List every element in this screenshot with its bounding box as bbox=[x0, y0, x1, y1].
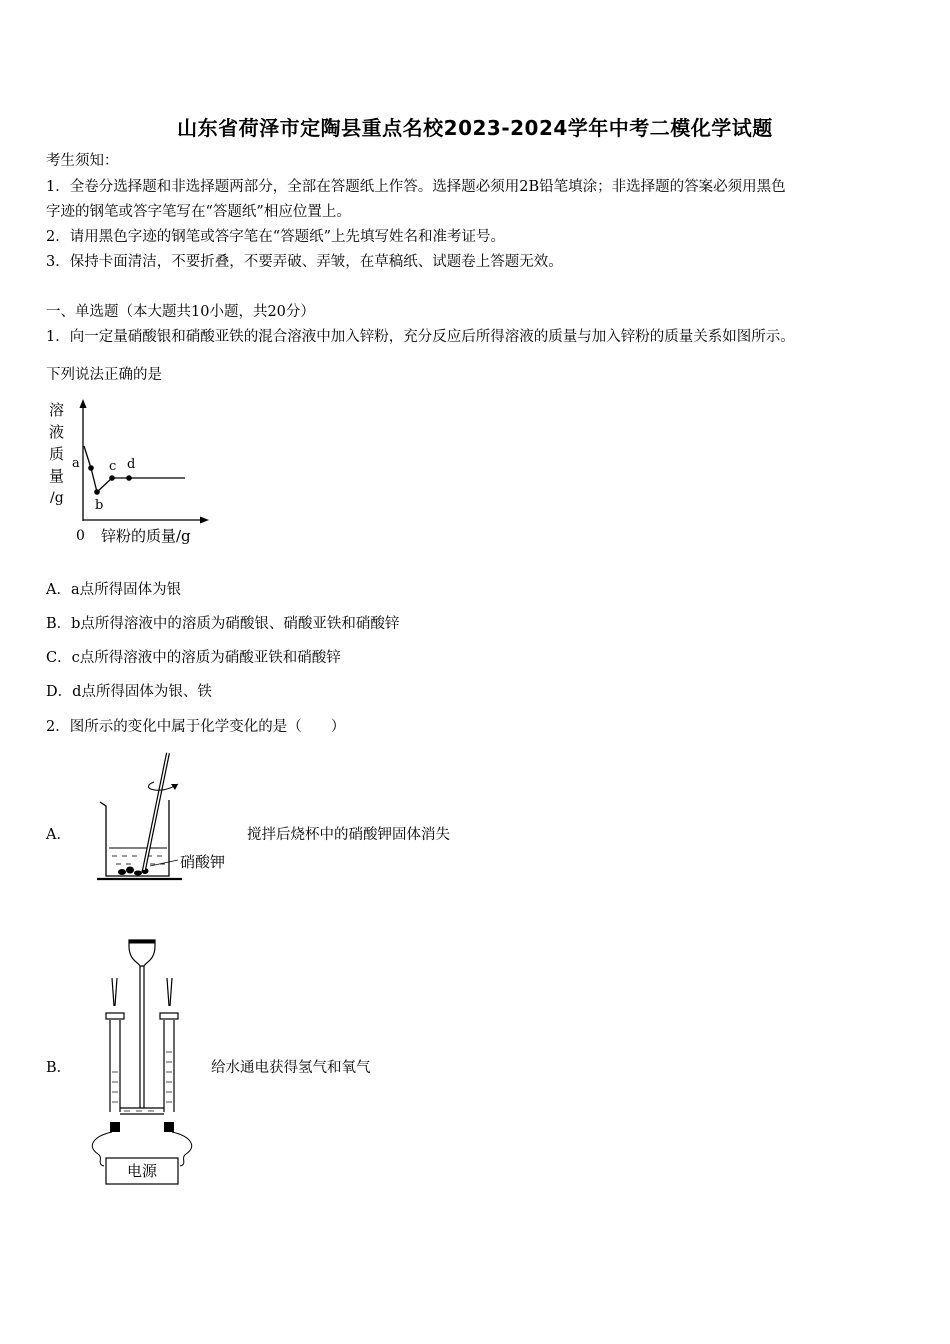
q2-option-b-label[interactable]: B． bbox=[46, 1060, 72, 1076]
notice-item-2: 2．请用黑色字迹的钢笔或答字笔在“答题纸”上先填写姓名和准考证号。 bbox=[46, 229, 506, 245]
right-stopcock bbox=[160, 1013, 178, 1019]
section-heading: 一、单选题（本大题共10小题，共20分） bbox=[46, 304, 315, 320]
point-d bbox=[126, 475, 132, 481]
q1-option-c[interactable]: C．c点所得溶液中的溶质为硝酸亚铁和硝酸锌 bbox=[46, 650, 341, 666]
x-axis-label: 锌粉的质量/g bbox=[101, 527, 191, 545]
q1-option-b[interactable]: B．b点所得溶液中的溶质为硝酸银、硝酸亚铁和硝酸锌 bbox=[46, 616, 400, 632]
right-electrode bbox=[164, 1122, 174, 1132]
point-b bbox=[94, 489, 100, 495]
water-dashes bbox=[112, 856, 165, 864]
ylabel-char-3: 质 bbox=[49, 445, 65, 463]
water-dashes bbox=[112, 1052, 172, 1111]
beaker-figure bbox=[92, 748, 242, 886]
left-electrode bbox=[110, 1122, 120, 1132]
q1-stem-2: 下列说法正确的是 bbox=[46, 367, 162, 383]
ylabel-char-1: 溶 bbox=[49, 401, 65, 419]
ylabel-char-4: 量 bbox=[49, 467, 65, 485]
page-title: 山东省荷泽市定陶县重点名校2023-2024学年中考二模化学试题 bbox=[177, 116, 773, 140]
label-d: d bbox=[127, 457, 136, 472]
q2-option-a-label[interactable]: A． bbox=[46, 827, 71, 843]
notice-item-3: 3．保持卡面清洁，不要折叠，不要弄破、弄皱，在草稿纸、试题卷上答题无效。 bbox=[46, 254, 563, 270]
q1-option-a[interactable]: A．a点所得固体为银 bbox=[46, 582, 182, 598]
label-c: c bbox=[109, 459, 117, 474]
beaker bbox=[100, 800, 169, 876]
leader-line bbox=[150, 860, 178, 866]
origin-label: 0 bbox=[76, 528, 85, 544]
power-supply-label: 电源 bbox=[126, 1162, 158, 1180]
q2-option-b-caption[interactable]: 给水通电获得氢气和氧气 bbox=[211, 1060, 371, 1076]
reservoir bbox=[129, 940, 155, 966]
q1-chart bbox=[40, 396, 220, 551]
notice-heading: 考生须知： bbox=[46, 153, 119, 169]
electrolysis-figure bbox=[84, 932, 204, 1192]
point-a bbox=[88, 465, 94, 471]
x-axis-arrow bbox=[200, 517, 209, 524]
left-stopcock bbox=[106, 1013, 124, 1019]
q2-stem: 2．图所示的变化中属于化学变化的是（ ） bbox=[46, 719, 346, 735]
potassium-nitrate-label: 硝酸钾 bbox=[180, 853, 226, 871]
q1-stem: 1．向一定量硝酸银和硝酸亚铁的混合溶液中加入锌粉，充分反应后所得溶液的质量与加入锌粉的质量关系如图所示。 bbox=[46, 329, 795, 345]
ylabel-char-2: 液 bbox=[49, 423, 65, 441]
label-b: b bbox=[95, 498, 104, 513]
y-axis-arrow bbox=[80, 399, 87, 408]
point-c bbox=[109, 475, 115, 481]
q1-option-d[interactable]: D．d点所得固体为银、铁 bbox=[46, 684, 212, 700]
notice-item-1: 1．全卷分选择题和非选择题两部分，全部在答题纸上作答。选择题必须用2B铅笔填涂；非选择题的答案必须用黑色 bbox=[46, 179, 786, 195]
label-a: a bbox=[72, 456, 80, 471]
notice-item-1-cont: 字迹的钢笔或答字笔写在“答题纸”相应位置上。 bbox=[46, 204, 351, 220]
q2-option-a-caption[interactable]: 搅拌后烧杯中的硝酸钾固体消失 bbox=[247, 827, 450, 843]
ylabel-char-5: /g bbox=[50, 490, 64, 506]
